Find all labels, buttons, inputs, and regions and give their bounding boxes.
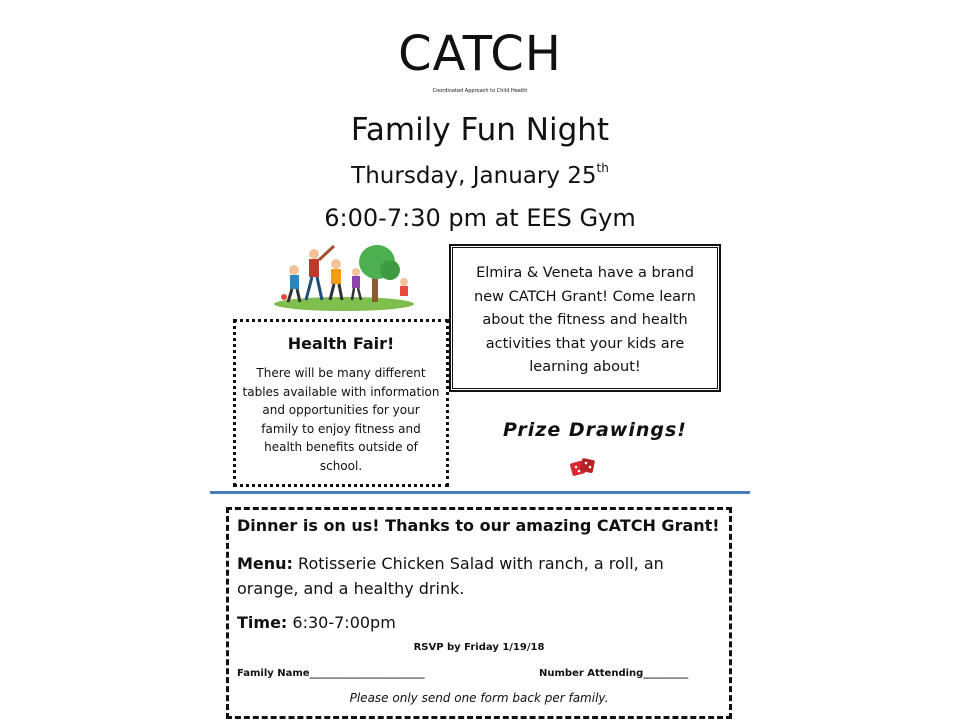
time-text: 6:30-7:00pm — [292, 613, 396, 632]
dinner-rsvp-form — [226, 507, 732, 719]
date-suffix: th — [596, 161, 609, 175]
time-label: Time: — [237, 613, 288, 632]
event-title: Family Fun Night — [350, 112, 610, 148]
health-fair-body: There will be many different tables available with information and opportunities for your family to enjoy fitness and health benefits outside of school. — [242, 366, 440, 473]
event-date — [300, 163, 660, 189]
time-line — [237, 613, 396, 632]
date-main: Thursday, January 25 — [351, 163, 597, 189]
health-fair-box — [233, 319, 449, 487]
form-note: Please only send one form back per family. — [349, 691, 609, 705]
number-attending-field[interactable]: Number Attending_________ — [539, 668, 689, 679]
catch-logo: CATCH — [398, 26, 562, 82]
family-clipart-image — [272, 242, 416, 312]
dinner-heading: Dinner is on us! Thanks to our amazing CATCH Grant! — [237, 516, 720, 535]
rsvp-deadline: RSVP by Friday 1/19/18 — [413, 642, 545, 653]
grant-info-box — [450, 245, 720, 391]
menu-text: Rotisserie Chicken Salad with ranch, a roll, an orange, and a healthy drink. — [237, 554, 664, 598]
health-fair-title: Health Fair! — [287, 334, 395, 353]
prize-drawings-heading: Prize Drawings! — [503, 419, 687, 441]
family-name-field[interactable]: Family Name_______________________ — [237, 668, 425, 679]
menu-label: Menu: — [237, 554, 293, 573]
dice-icon — [568, 454, 598, 480]
section-divider — [210, 491, 750, 494]
grant-info-text: Elmira & Veneta have a brand new CATCH Grant! Come learn about the fitness and health activities that your kids are learning about! — [474, 265, 696, 375]
event-time-place: 6:00-7:30 pm at EES Gym — [324, 204, 636, 232]
logo-subtitle: Coordinated Approach to Child Health — [432, 88, 528, 94]
menu-line — [237, 551, 717, 601]
